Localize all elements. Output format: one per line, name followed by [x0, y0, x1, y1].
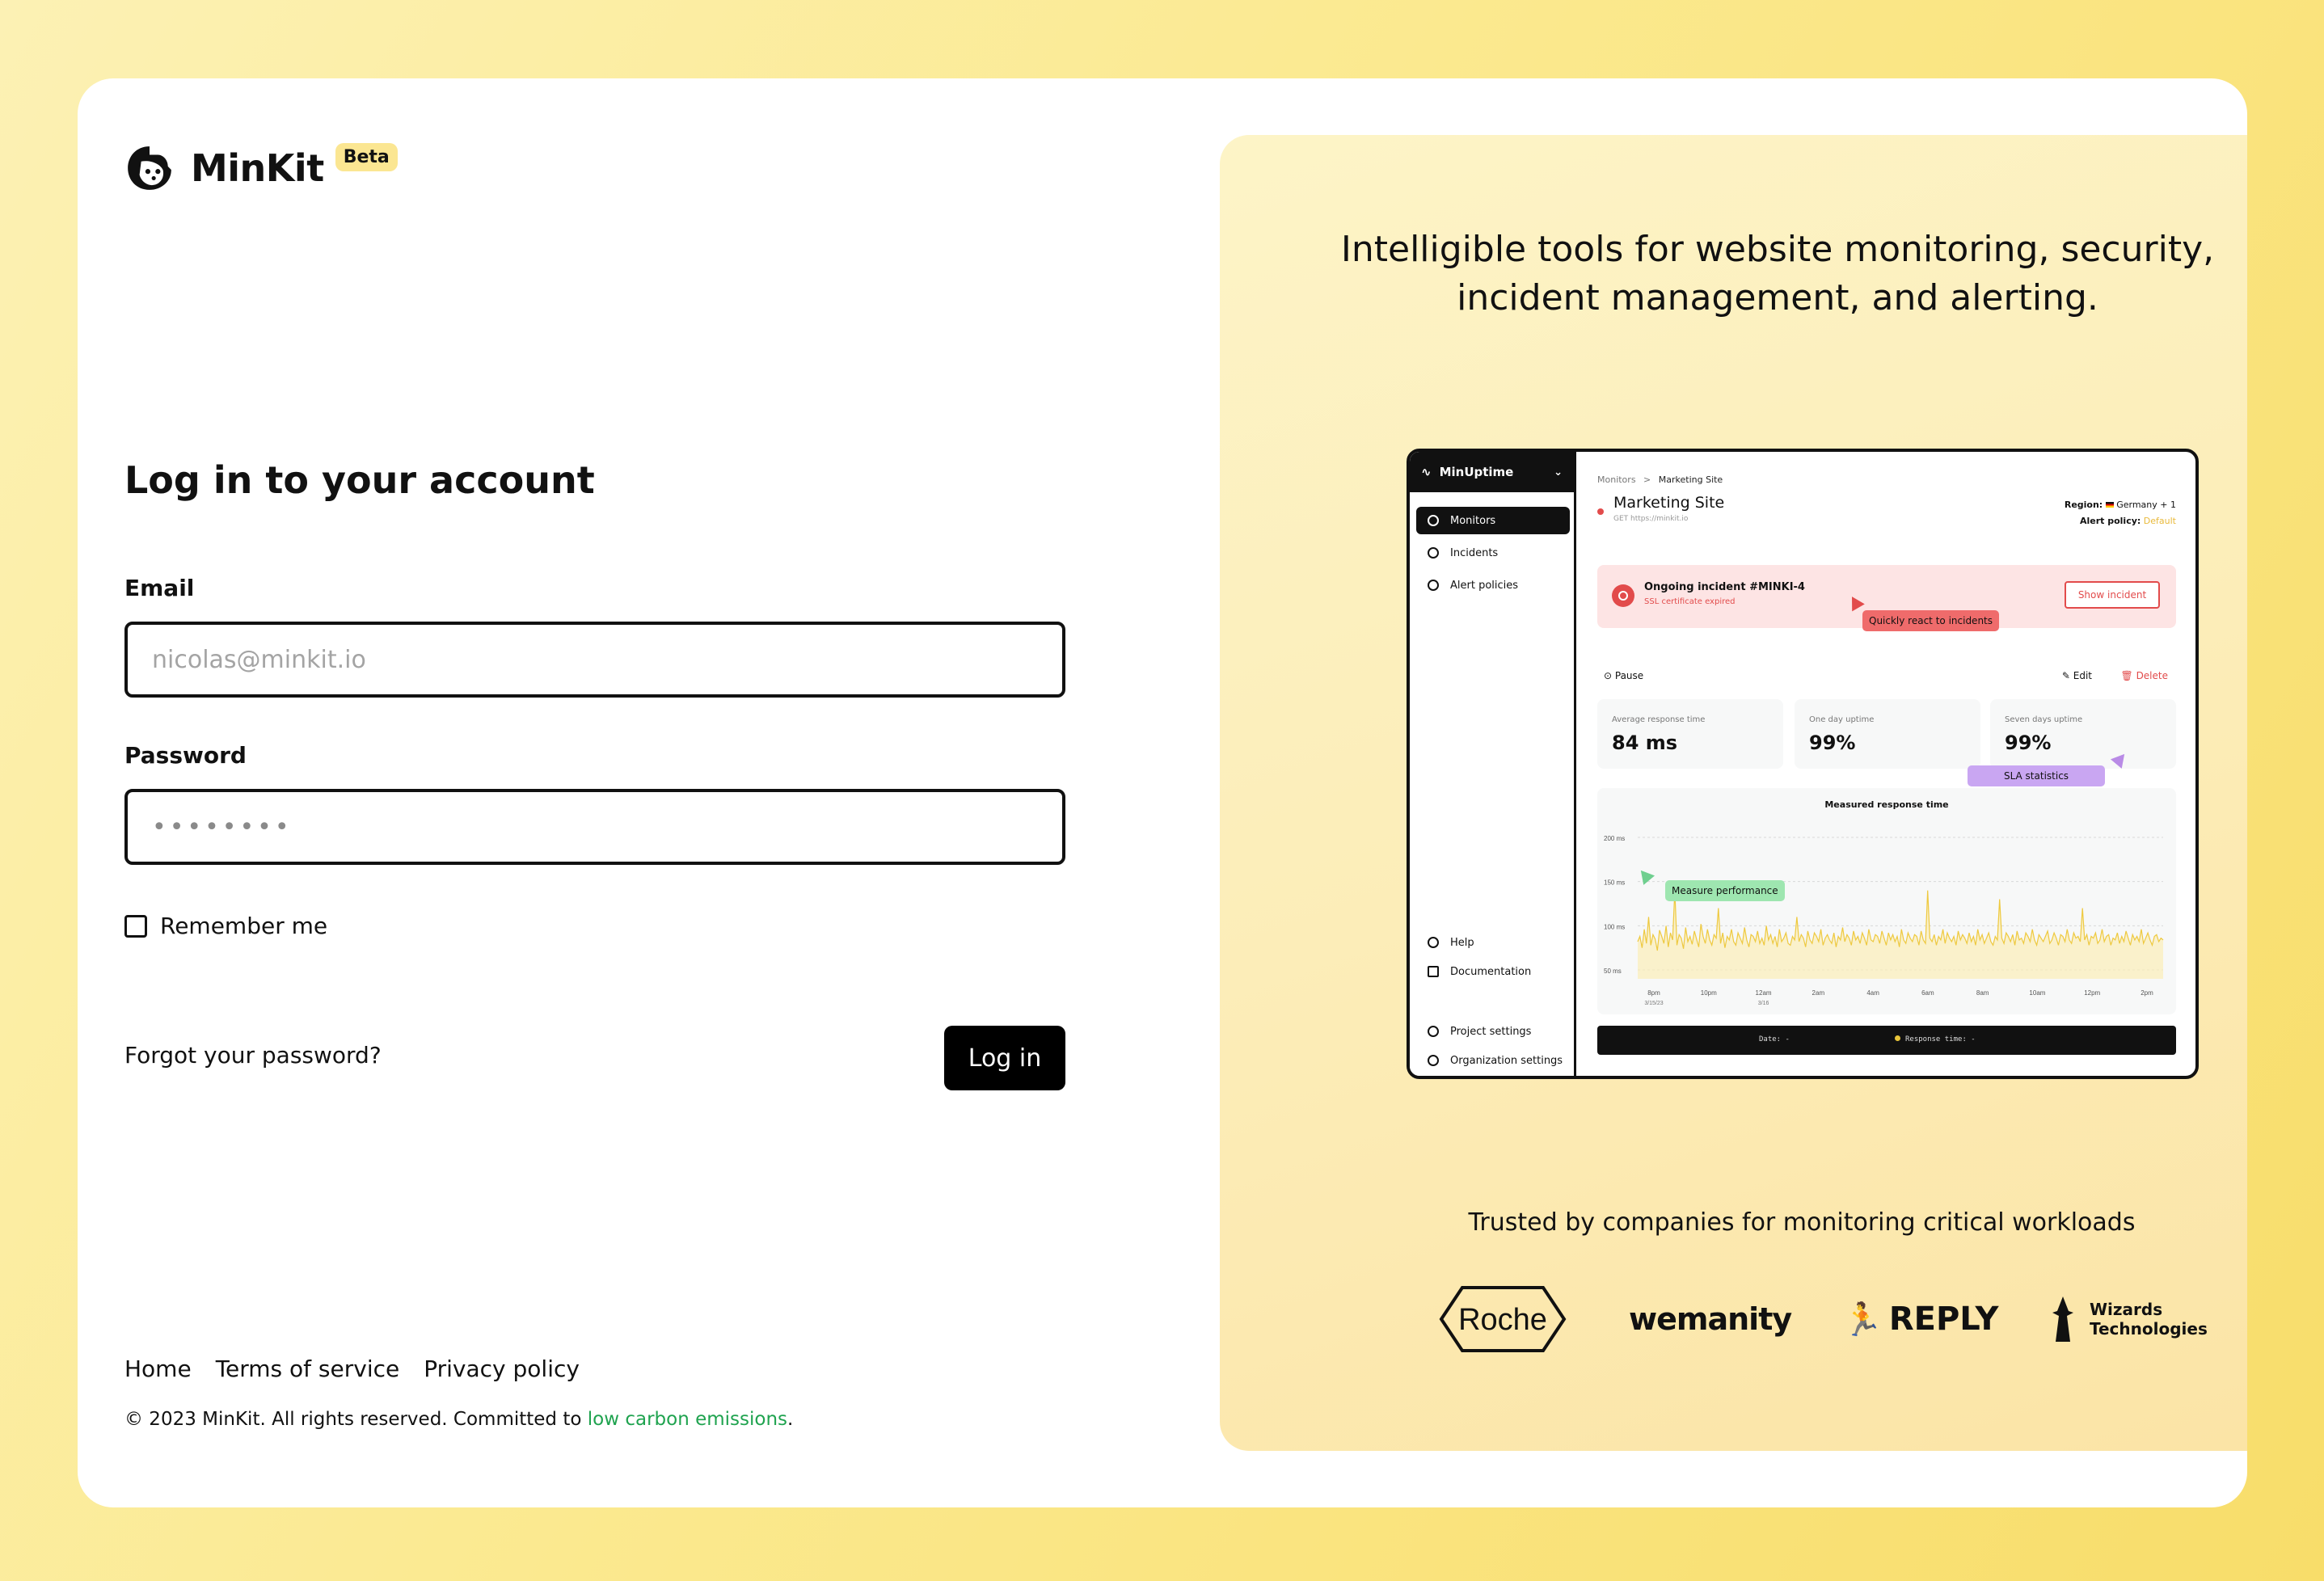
stat-card: [1990, 699, 2176, 769]
preview-nav-label: Organization settings: [1450, 1054, 1563, 1067]
password-label: Password: [124, 742, 247, 769]
login-button[interactable]: Log in: [944, 1026, 1065, 1090]
wemanity-logo: wemanity: [1629, 1301, 1792, 1337]
region-value: Germany + 1: [2116, 500, 2176, 510]
page-title: Log in to your account: [124, 458, 595, 502]
wizards-text: [2090, 1300, 2208, 1339]
alert-label: Alert policy:: [2079, 516, 2141, 526]
trusted-heading: Trusted by companies for monitoring critical workloads: [1468, 1208, 2136, 1237]
remember-me[interactable]: [124, 913, 327, 939]
customer-logos: [1438, 1283, 2208, 1355]
reply-logo: [1842, 1283, 1998, 1355]
x-tick-label: 12am: [1755, 989, 1772, 997]
wizards-logo: [2049, 1283, 2208, 1355]
preview-app-name: MinUptime: [1439, 465, 1514, 479]
stat-card: [1795, 699, 1980, 769]
edit-action: ✎ Edit: [2061, 670, 2092, 681]
preview-nav-org-settings: [1416, 1047, 1570, 1074]
gear-icon: [1428, 1055, 1439, 1066]
stat-value: 99%: [1809, 731, 1856, 754]
legend-dot: [1895, 1035, 1900, 1041]
preview-nav-documentation: [1416, 958, 1570, 985]
stat-value: 99%: [2005, 731, 2052, 754]
preview-sidebar: [1410, 452, 1576, 1076]
preview-nav-label: Documentation: [1450, 965, 1532, 978]
breadcrumb-separator: >: [1643, 474, 1651, 485]
y-tick-label: 200 ms: [1604, 834, 1626, 842]
low-carbon-link[interactable]: low carbon emissions: [587, 1409, 788, 1430]
incident-title: Ongoing incident #MINKI-4: [1644, 581, 1805, 593]
runner-icon: 🏃: [1842, 1301, 1883, 1339]
preview-breadcrumb: [1597, 474, 1723, 485]
pause-action: ⊙ Pause: [1604, 670, 1644, 681]
incident-alert-icon: [1612, 584, 1634, 607]
copyright-prefix: © 2023 MinKit. All rights reserved. Committed to: [124, 1409, 588, 1430]
wizard-icon: [2049, 1295, 2077, 1343]
preview-main: [1576, 452, 2195, 1076]
wizards-line1: Wizards: [2090, 1300, 2163, 1319]
marketing-panel: [1220, 135, 2247, 1451]
remember-me-label: Remember me: [160, 913, 328, 939]
preview-nav-label: Alert policies: [1450, 579, 1519, 592]
chevron-down-icon: ⌄: [1554, 466, 1563, 479]
preview-nav-incidents: [1416, 539, 1570, 567]
login-card: [78, 78, 2247, 1507]
minkit-logo-icon: [124, 143, 175, 193]
book-icon: [1428, 966, 1439, 977]
app-preview: [1407, 449, 2199, 1079]
x-tick-label: 10pm: [1700, 989, 1717, 997]
breadcrumb-root: Monitors: [1597, 474, 1636, 485]
preview-site-url: GET https://minkit.io: [1613, 515, 1689, 523]
y-tick-label: 50 ms: [1604, 968, 1622, 976]
stat-value: 84 ms: [1612, 731, 1678, 754]
x-subtick-label: 3/15/23: [1644, 1001, 1664, 1006]
x-tick-label: 2am: [1812, 989, 1825, 997]
stat-label: Seven days uptime: [2005, 715, 2083, 724]
x-tick-label: 4am: [1866, 989, 1879, 997]
preview-nav-monitors: [1416, 507, 1570, 534]
footer-links: [124, 1355, 580, 1382]
marketing-headline: Intelligible tools for website monitoring, security, incident management, and alerting.: [1340, 229, 2215, 318]
x-tick-label: 8am: [1976, 989, 1989, 997]
chart-footer: [1597, 1026, 2176, 1055]
forgot-password-link[interactable]: Forgot your password?: [124, 1042, 382, 1069]
chart-footer-date: Date: -: [1759, 1035, 1790, 1043]
brand[interactable]: [124, 143, 398, 193]
x-tick-label: 10am: [2029, 989, 2046, 997]
copyright: [124, 1409, 793, 1430]
preview-nav-alert-policies: [1416, 571, 1570, 599]
copyright-suffix: .: [787, 1409, 794, 1430]
x-tick-label: 6am: [1921, 989, 1934, 997]
edit-label: Edit: [2073, 670, 2092, 681]
show-incident-button: Show incident: [2065, 581, 2160, 609]
preview-region: [2065, 497, 2176, 529]
reply-text: REPLY: [1888, 1301, 1999, 1338]
y-tick-label: 150 ms: [1604, 879, 1626, 887]
beta-badge: Beta: [335, 143, 398, 171]
alert-value: Default: [2143, 516, 2176, 526]
footer-link-home[interactable]: Home: [124, 1355, 192, 1382]
password-field[interactable]: [124, 789, 1065, 865]
tag-sla: SLA statistics: [1968, 765, 2105, 786]
footer-link-terms[interactable]: Terms of service: [215, 1355, 400, 1382]
y-tick-label: 100 ms: [1604, 923, 1626, 931]
help-icon: [1428, 937, 1439, 948]
footer-link-privacy[interactable]: Privacy policy: [424, 1355, 580, 1382]
delete-action: 🗑 Delete: [2120, 670, 2168, 681]
delete-label: Delete: [2136, 670, 2168, 681]
x-tick-label: 2pm: [2141, 989, 2153, 997]
incident-subtitle: SSL certificate expired: [1644, 597, 1736, 606]
preview-site-title: Marketing Site: [1613, 494, 1725, 512]
x-tick-label: 12pm: [2084, 989, 2101, 997]
flag-icon: [2106, 502, 2114, 508]
roche-logo: [1438, 1283, 1567, 1355]
stat-card: [1597, 699, 1783, 769]
brand-name: MinKit: [191, 146, 324, 190]
roche-hexagon-icon: [1438, 1283, 1567, 1355]
gear-icon: [1428, 1026, 1439, 1037]
preview-nav-project-settings: [1416, 1018, 1570, 1045]
x-subtick-label: 3/16: [1757, 1001, 1769, 1006]
preview-app-switcher: [1410, 452, 1574, 492]
incident-icon: [1428, 547, 1439, 559]
chart-footer-response: [1895, 1035, 1976, 1043]
remember-me-checkbox[interactable]: [124, 915, 147, 938]
chart-footer-response-label: Response time: -: [1905, 1035, 1976, 1043]
pause-label: Pause: [1614, 670, 1644, 681]
response-time-chart: [1597, 788, 2176, 1014]
alert-icon: [1428, 580, 1439, 591]
preview-nav-label: Project settings: [1450, 1025, 1532, 1038]
stat-label: One day uptime: [1809, 715, 1875, 724]
breadcrumb-current: Marketing Site: [1658, 474, 1723, 485]
monitor-icon: [1428, 515, 1439, 526]
preview-nav-label: Monitors: [1450, 514, 1496, 527]
roche-text: Roche: [1458, 1303, 1547, 1337]
email-label: Email: [124, 575, 195, 601]
status-dot: [1597, 508, 1604, 515]
pulse-icon: ∿: [1421, 465, 1432, 479]
chart-title: Measured response time: [1824, 799, 1949, 810]
stat-label: Average response time: [1612, 715, 1706, 724]
x-tick-label: 8pm: [1647, 989, 1660, 997]
region-label: Region:: [2064, 500, 2103, 510]
preview-nav-help: [1416, 929, 1570, 956]
chart-svg: [1597, 788, 2176, 1014]
wizards-line2: Technologies: [2090, 1319, 2208, 1339]
email-field[interactable]: [124, 622, 1065, 698]
tag-performance: Measure performance: [1665, 880, 1785, 901]
preview-nav-label: Help: [1450, 936, 1474, 949]
preview-nav-label: Incidents: [1450, 546, 1499, 559]
tag-incidents: Quickly react to incidents: [1862, 610, 1999, 631]
